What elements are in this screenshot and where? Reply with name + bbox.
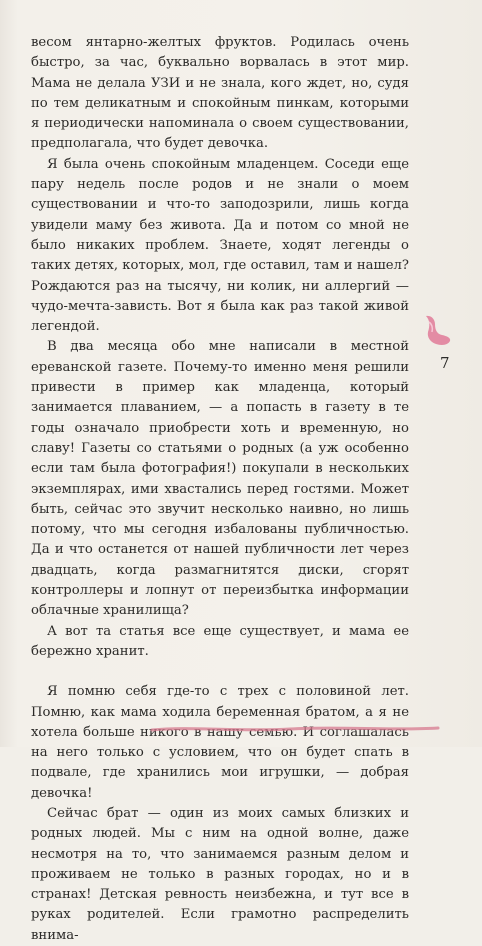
paragraph-3: В два месяца обо мне написали в местной ереванской газете. Почему-то именно меня решили привести в пример как младенца, который занимается плаванием, — а попасть в газету в те годы означало приобрести хоть и временную, но славу! Газеты со статьями о родных (а уж особенно если там была фотография!) покупали в нескольких экземплярах, ими хвастались перед гостями. Может быть, сейчас это звучит несколько наивно, но лишь потому, что мы сегодня избалованы публичностью. Да и что останется от нашей публичности лет через двадцать, когда размагнитятся диски, сгорят контроллеры и лопнут от переизбытка информации облачные хранилища? [31,339,409,619]
paragraph-4: А вот та статья все еще существует, и мама ее бережно хранит. [31,623,409,659]
paragraph-5: Я помню себя где-то с трех с половиной лет. Помню, как мама ходила беременная братом, а я не хотела больше никого в нашу семью. И соглашалась на него только с условием, что он будет спать в подвале, где хранились мои игрушки, — добрая девочка! [31,684,409,801]
paragraph-1: весом янтарно-желтых фруктов. Родилась очень быстро, за час, буквально ворвалась в этот мир. Мама не делала УЗИ и не знала, кого ждет, но, судя по тем деликатным и спокойным пинкам, которыми я периодически напоминала о своем существовании, предполагала, что будет девочка. [31,35,409,152]
body-text [31,33,409,946]
paragraph-6: Сейчас брат — один из моих самых близких и родных людей. Мы с ним на одной волне, даже несмотря на то, что занимаемся разным делом и проживаем не только в разных городах, но и в странах! Детская ревность неизбежна, и тут все в руках родителей. Если грамотно распределить внима- [31,805,409,943]
pink-brush-stroke [150,722,440,736]
section-break [31,662,409,682]
pink-shoe-mark-icon [420,312,454,352]
paragraph-2: Я была очень спокойным младенцем. Соседи еще пару недель после родов и не знали о моем существовании и что-то заподозрили, лишь когда увидели маму без живота. Да и потом со мной не было никаких проблем. Знаете, ходят легенды о таких детях, которых, мол, где оставил, там и нашел? Рождаются раз на тысячу, ни колик, ни аллергий — чудо-мечта-зависть. Вот я была как раз такой живой легендой. [31,156,409,335]
page-number: 7 [440,354,450,372]
